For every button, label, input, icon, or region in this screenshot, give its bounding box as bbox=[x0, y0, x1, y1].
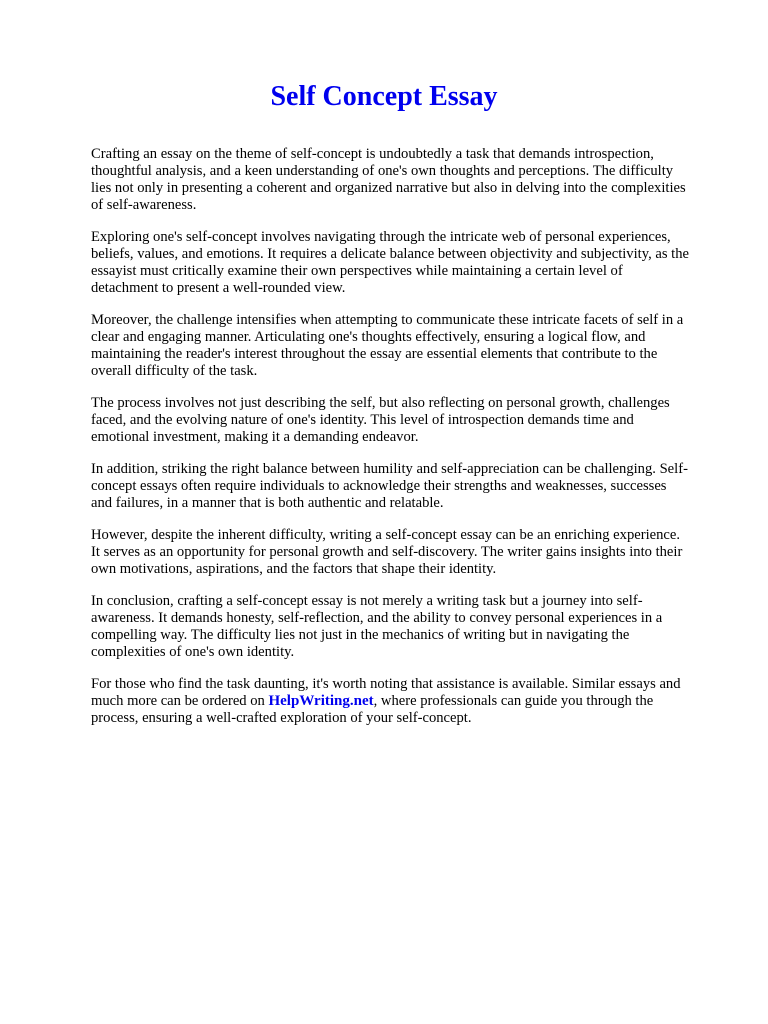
paragraph-6: However, despite the inherent difficulty, writing a self-concept essay can be an enriching experience. It serves as an opportunity for personal growth and self-discovery. The writer gains insights into their own motivations, aspirations, and the factors that shape their identity. bbox=[91, 527, 683, 577]
helpwriting-link[interactable]: HelpWriting.net bbox=[268, 693, 374, 709]
paragraph-4: The process involves not just describing the self, but also reflecting on personal growth, challenges faced, and the evolving nature of one's identity. This level of introspection demands time and emotional investment, making it a demanding endeavor. bbox=[91, 395, 670, 445]
paragraph-1: Crafting an essay on the theme of self-concept is undoubtedly a task that demands introspection, thoughtful analysis, and a keen understanding of one's own thoughts and perceptions. The difficulty lies not only in presenting a coherent and organized narrative but also in delving into the complexities of self-awareness. bbox=[91, 146, 686, 213]
paragraph-2: Exploring one's self-concept involves navigating through the intricate web of personal experiences, beliefs, values, and emotions. It requires a delicate balance between objectivity and subjectivity, as the essayist must critically examine their own perspectives while maintaining a certain level of detachment to present a well-rounded view. bbox=[91, 229, 689, 296]
paragraph-8 bbox=[91, 676, 691, 727]
paragraph-8-text-before-link: For those who find the task daunting, it's worth noting that assistance is available. Similar essays and much more can be ordered on bbox=[91, 676, 681, 709]
page-title: Self Concept Essay bbox=[270, 81, 498, 112]
paragraph-5: In addition, striking the right balance between humility and self-appreciation can be challenging. Self-concept essays often require individuals to acknowledge their strengths and weaknesses, successes and failures, in a manner that is both authentic and relatable. bbox=[91, 461, 688, 511]
paragraph-3: Moreover, the challenge intensifies when attempting to communicate these intricate facets of self in a clear and engaging manner. Articulating one's thoughts effectively, ensuring a logical flow, and maintaining the reader's interest throughout the essay are essential elements that contribute to the overall difficulty of the task. bbox=[91, 312, 684, 379]
paragraph-8-text-after-link: , where professionals can guide you through the process, ensuring a well-crafted exploration of your self-concept. bbox=[91, 693, 654, 726]
paragraph-7: In conclusion, crafting a self-concept essay is not merely a writing task but a journey into self-awareness. It demands honesty, self-reflection, and the ability to convey personal experiences in a compelling way. The difficulty lies not just in the mechanics of writing but in navigating the complexities of one's own identity. bbox=[91, 593, 663, 660]
essay-body bbox=[91, 146, 691, 742]
